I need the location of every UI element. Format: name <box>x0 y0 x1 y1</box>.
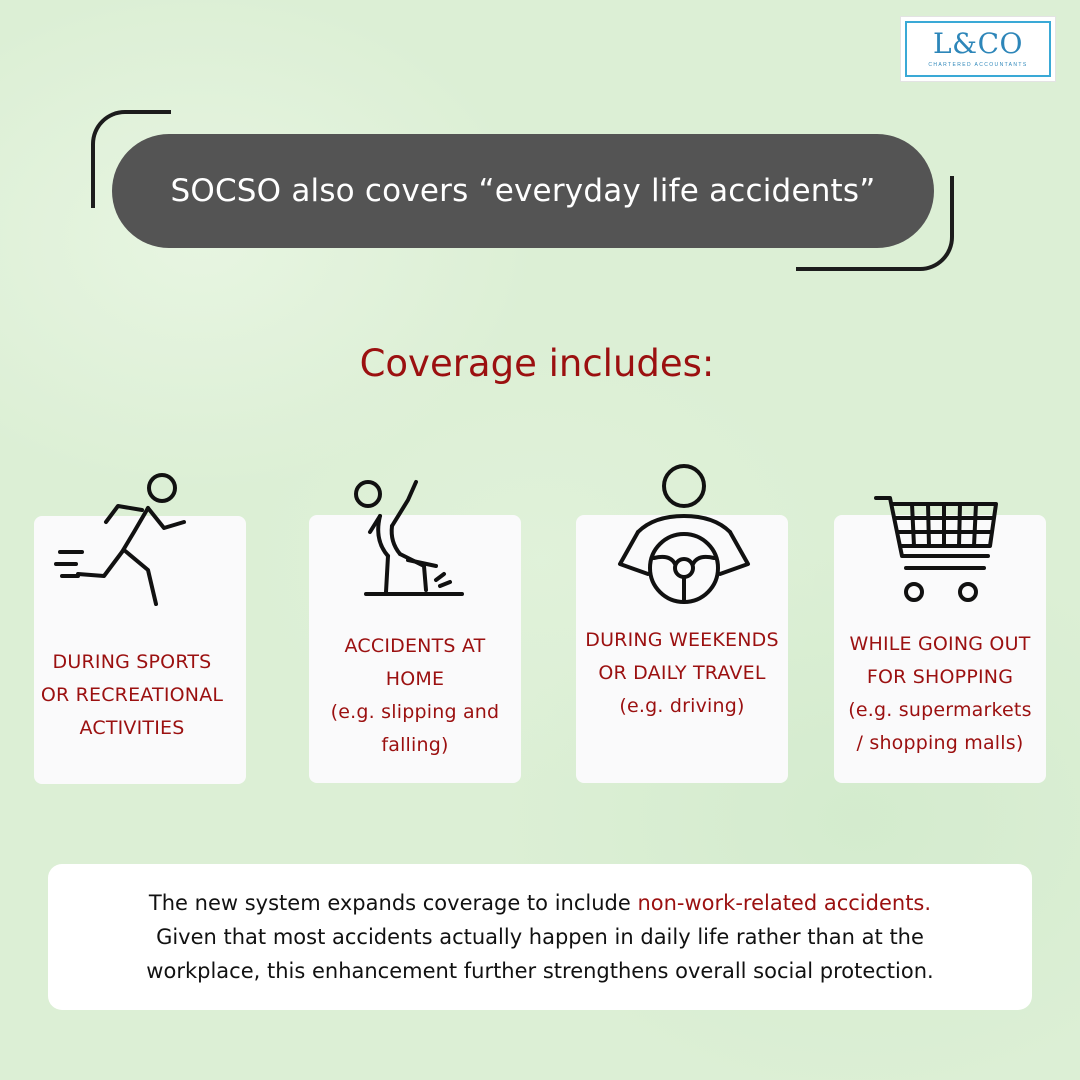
page-title: SOCSO also covers “everyday life accidents” <box>170 173 876 209</box>
summary-highlight: non-work-related accidents. <box>637 891 932 915</box>
logo-frame <box>905 21 1051 77</box>
card-line: OR RECREATIONAL <box>40 684 224 706</box>
coverage-card-shopping-text <box>826 628 1054 760</box>
card-line: DURING SPORTS <box>52 651 212 673</box>
card-line: ACCIDENTS AT <box>344 635 486 657</box>
card-line: FOR SHOPPING <box>866 666 1014 688</box>
company-logo <box>900 16 1056 82</box>
summary-line-3: workplace, this enhancement further strengthens overall social protection. <box>146 959 934 983</box>
summary-text-prefix: The new system expands coverage to include <box>148 891 638 915</box>
logo-subtitle: CHARTERED ACCOUNTANTS <box>928 62 1028 68</box>
card-line: ACTIVITIES <box>79 717 185 739</box>
summary-box <box>48 864 1032 1010</box>
summary-line-1 <box>149 886 931 920</box>
card-line: / shopping malls) <box>856 732 1024 754</box>
card-line: (e.g. slipping and <box>330 701 500 723</box>
card-line: HOME <box>385 668 445 690</box>
coverage-card-home-text <box>309 630 521 762</box>
card-line: WHILE GOING OUT <box>849 633 1031 655</box>
card-line: falling) <box>381 734 449 756</box>
coverage-heading: Coverage includes: <box>359 342 715 385</box>
coverage-card-sports-text <box>22 646 242 745</box>
summary-line-2: Given that most accidents actually happen in daily life rather than at the <box>156 925 924 949</box>
running-person-icon <box>52 466 202 608</box>
shopping-cart-icon <box>872 490 1004 606</box>
card-line: (e.g. supermarkets <box>848 699 1032 721</box>
logo-mark: L&CO <box>933 27 1023 60</box>
slipping-person-icon <box>350 470 470 598</box>
card-line: OR DAILY TRAVEL <box>598 662 766 684</box>
coverage-card-travel-text <box>566 624 798 723</box>
driver-steering-wheel-icon <box>614 460 754 608</box>
card-line: (e.g. driving) <box>619 695 745 717</box>
card-line: DURING WEEKENDS <box>585 629 779 651</box>
title-banner <box>112 134 934 248</box>
